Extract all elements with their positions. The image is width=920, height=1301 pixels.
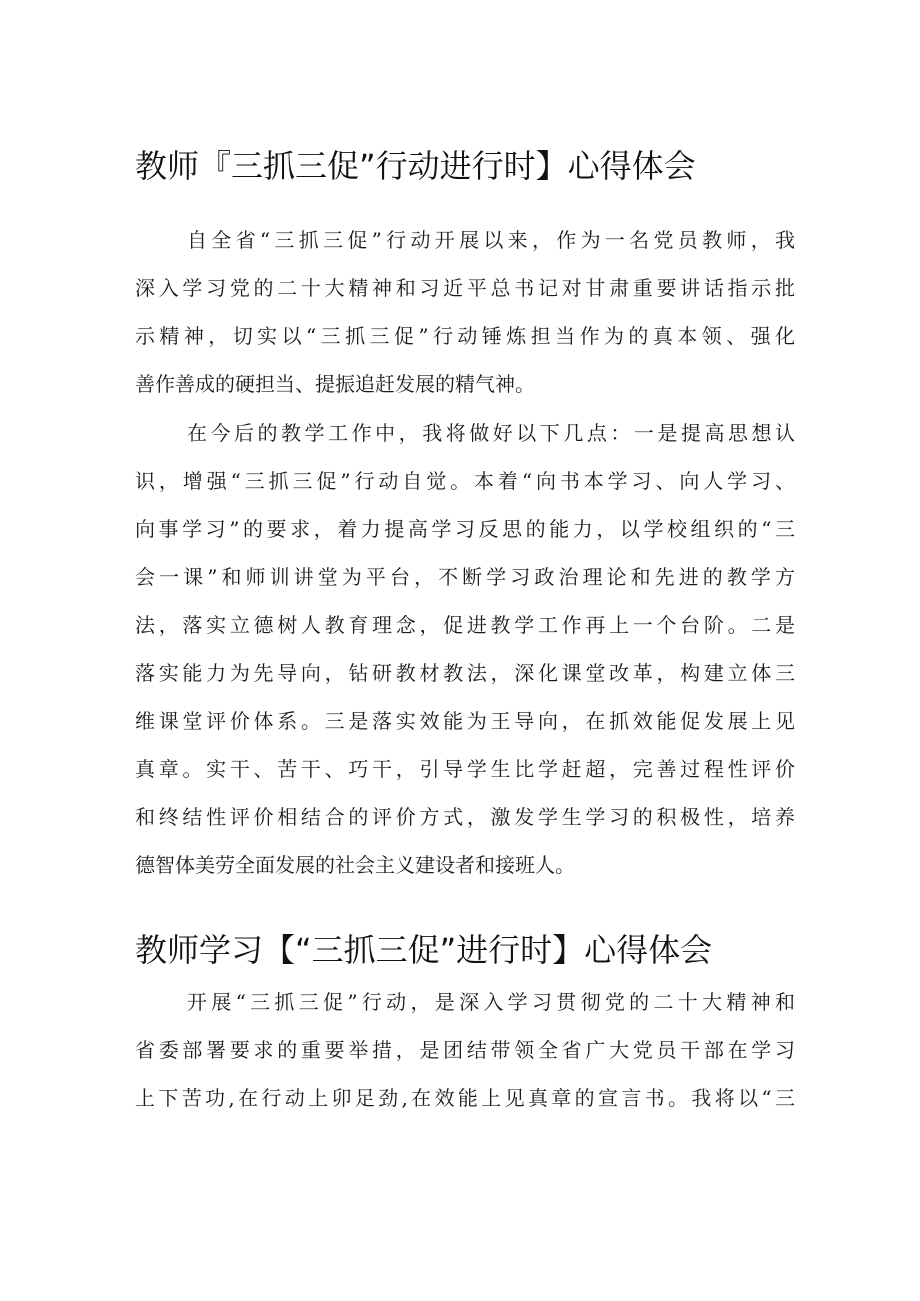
text-line: 维课堂评价体系。三是落实效能为王导向，在抓效能促发展上见 (135, 709, 795, 733)
text-line: 开展“三抓三促”行动，是深入学习贯彻党的二十大精神和 (187, 990, 795, 1014)
text-line: 深入学习党的二十大精神和习近平总书记对甘肃重要讲话指示批 (135, 276, 795, 300)
text-line: 善作善成的硬担当、提振追赶发展的精气神。 (135, 372, 535, 396)
text-line: 上下苦功,在行动上卯足劲,在效能上见真章的宣言书。我将以“三 (135, 1086, 795, 1110)
section-1-title: 教师『三抓三促”行动进行时】心得体会 (135, 147, 696, 185)
text-line: 示精神，切实以“三抓三促”行动锤炼担当作为的真本领、强化 (135, 324, 795, 348)
text-line: 德智体美劳全面发展的社会主义建设者和接班人。 (135, 853, 575, 877)
text-line: 识，增强“三抓三促”行动自觉。本着“向书本学习、向人学习、 (135, 469, 795, 493)
text-line: 落实能力为先导向，钻研教材教法，深化课堂改革，构建立体三 (135, 661, 795, 685)
section-2-title: 教师学习【“三抓三促”进行时】心得体会 (135, 931, 713, 969)
text-line: 真章。实干、苦干、巧干，引导学生比学赶超，完善过程性评价 (135, 757, 795, 781)
text-line: 在今后的教学工作中，我将做好以下几点：一是提高思想认 (187, 421, 795, 445)
section-1-paragraph-1 (135, 216, 795, 408)
text-line: 会一课”和师训讲堂为平台，不断学习政治理论和先进的教学方 (135, 565, 795, 589)
section-1-paragraph-2 (135, 409, 795, 889)
text-line: 和终结性评价相结合的评价方式，激发学生学习的积极性，培养 (135, 805, 795, 829)
text-line: 向事学习”的要求，着力提高学习反思的能力，以学校组织的“三 (135, 517, 795, 541)
text-line: 法，落实立德树人教育理念，促进教学工作再上一个台阶。二是 (135, 613, 795, 637)
section-2-paragraph-1 (135, 978, 795, 1122)
text-line: 自全省“三抓三促”行动开展以来，作为一名党员教师，我 (187, 228, 795, 252)
text-line: 省委部署要求的重要举措，是团结带领全省广大党员干部在学习 (135, 1038, 795, 1062)
